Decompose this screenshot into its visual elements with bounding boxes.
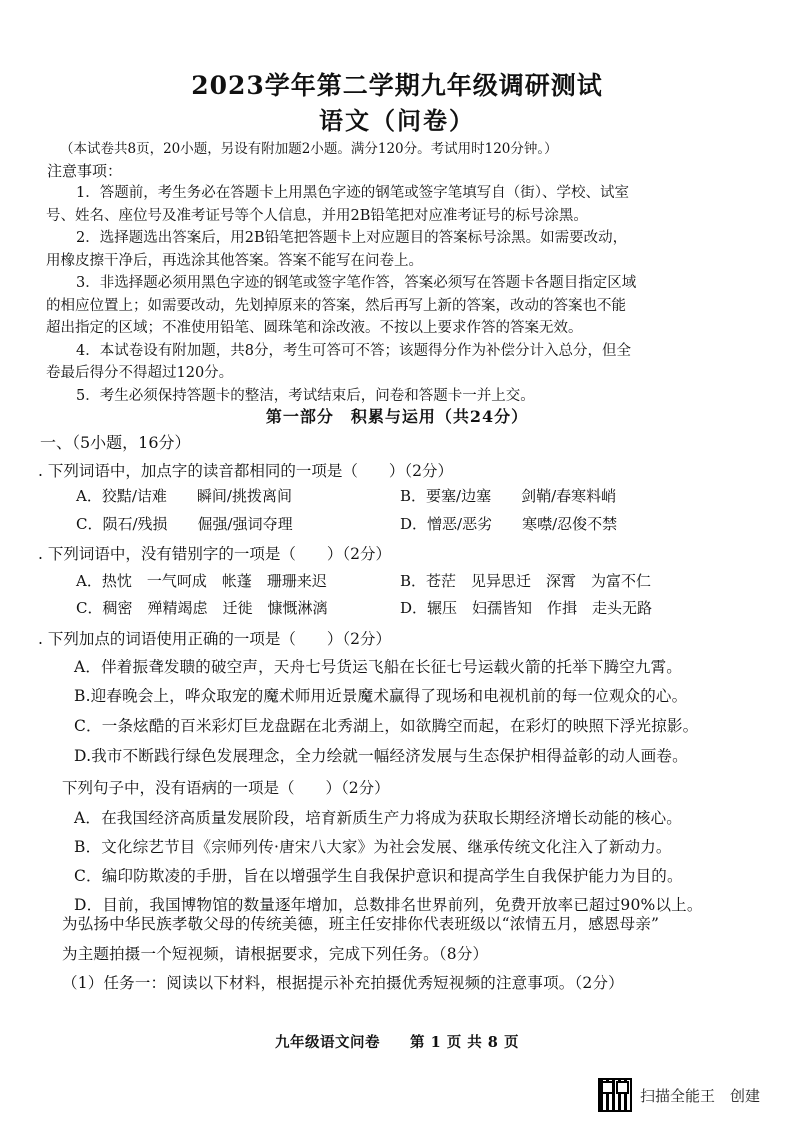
question-5-intro-line-1: 为弘扬中华民族孝敬父母的传统美德，班主任安排你代表班级以“浓情五月，感恩母亲”: [62, 915, 660, 933]
notice-line: 超出指定的区域；不准使用铅笔、圆珠笔和涂改液。不按以上要求作答的答案无效。: [46, 320, 583, 336]
question-1-option-b: B．要塞/边塞 剑鞘/春寒料峭: [400, 487, 617, 505]
question-2-option-b: B．苍茫 见异思迁 深霄 为富不仁: [400, 572, 652, 590]
notice-line: 号、姓名、座位号及准考证号等个人信息，并用2B铅笔把对应准考证号的标号涂黑。: [46, 207, 588, 224]
exam-subtitle: 语文（问卷）: [319, 106, 475, 135]
notice-line: 3．非选择题必须用黑色字迹的钢笔或签字笔作答，答案必须写在答题卡各题目指定区域: [76, 275, 637, 291]
exam-meta: （本试卷共8页，20小题，另设有附加题2小题。满分120分。考试用时120分钟。）: [60, 141, 558, 157]
question-3-option-c: C．一条炫酷的百米彩灯巨龙盘踞在北秀湖上，如欲腾空而起，在彩灯的映照下浮光掠影。: [74, 717, 699, 735]
notice-line: 卷最后得分不得超过120分。: [46, 365, 234, 381]
question-3-option-a: A．伴着振聋发聩的破空声，天舟七号货运飞船在长征七号运载火箭的托举下腾空九霄。: [74, 658, 682, 676]
question-3-option-d: D.我市不断践行绿色发展理念，全力绘就一幅经济发展与生态保护相得益彰的动人画卷。: [74, 747, 688, 765]
notice-line: 的相应位置上；如需要改动，先划掉原来的答案，然后再写上新的答案，改动的答案也不能: [46, 297, 626, 314]
question-2-stem: . 下列词语中，没有错别字的一项是（ ）（2分）: [38, 545, 391, 563]
question-4-option-a: A．在我国经济高质量发展阶段，培育新质生产力将成为获取长期经济增长动能的核心。: [74, 809, 682, 827]
question-2-option-a: A．热忱 一气呵成 帐蓬 珊珊来迟: [76, 572, 327, 590]
question-1-option-c: C．陨石/残损 倔强/强词夺理: [76, 515, 293, 533]
question-4-option-d: D．目前，我国博物馆的数量逐年增加，总数排名世界前列，免费开放率已超过90%以上。: [74, 896, 703, 914]
question-1-stem: . 下列词语中，加点字的读音都相同的一项是（ ）（2分）: [38, 462, 453, 480]
page-footer: 九年级语文问卷 第 1 页 共 8 页: [275, 1034, 519, 1051]
scanner-label: 扫描全能王 创建: [640, 1086, 761, 1105]
question-3-option-b: B.迎春晚会上，哗众取宠的魔术师用近景魔术赢得了现场和电视机前的每一位观众的心。: [74, 687, 688, 705]
question-3-stem: . 下列加点的词语使用正确的一项是（ ）（2分）: [38, 630, 391, 648]
scanner-watermark: [598, 1077, 760, 1113]
question-1-option-a: A．狡黠/诘难 瞬间/挑拨离间: [76, 487, 292, 505]
notice-line: 用橡皮擦干净后，再选涂其他答案。答案不能写在问卷上。: [46, 252, 423, 269]
question-2-option-d: D．辗压 妇孺皆知 作揖 走头无路: [400, 599, 653, 617]
section-title: 一、（5小题，16分）: [40, 433, 191, 452]
notice-line: 2．选择题选出答案后，用2B铅笔把答题卡上对应题目的答案标号涂黑。如需要改动，: [76, 230, 628, 246]
notice-list: [46, 182, 758, 407]
question-4-stem: 下列句子中，没有语病的一项是（ ）（2分）: [62, 779, 390, 797]
question-5-intro-line-2: 为主题拍摄一个短视频，请根据要求，完成下列任务。（8分）: [62, 945, 489, 963]
exam-title: 2023学年第二学期九年级调研测试: [191, 71, 603, 100]
qr-code-icon: [598, 1078, 632, 1112]
question-2-option-c: C．稠密 殚精竭虑 迁徙 慷慨淋漓: [76, 599, 328, 617]
question-5-task-1: （1）任务一：阅读以下材料，根据提示补充拍摄优秀短视频的注意事项。（2分）: [62, 974, 624, 992]
question-1-option-d: D．憎恶/恶劣 寒噤/忍俊不禁: [400, 515, 618, 533]
question-4-option-b: B．文化综艺节目《宗师列传·唐宋八大家》为社会发展、继承传统文化注入了新动力。: [74, 838, 672, 856]
part-title: 第一部分 积累与运用（共24分）: [265, 407, 529, 426]
question-4-option-c: C．编印防欺凌的手册，旨在以增强学生自我保护意识和提高学生自我保护能力为目的。: [74, 867, 683, 885]
notice-title: 注意事项：: [47, 162, 123, 180]
notice-line: 5．考生必须保持答题卡的整洁，考试结束后，问卷和答题卡一并上交。: [76, 387, 535, 404]
notice-line: 4．本试卷设有附加题，共8分，考生可答可不答；该题得分作为补偿分计入总分，但全: [76, 342, 631, 359]
notice-line: 1．答题前，考生务必在答题卡上用黑色字迹的钢笔或签字笔填写自（街）、学校、试室: [76, 185, 629, 201]
